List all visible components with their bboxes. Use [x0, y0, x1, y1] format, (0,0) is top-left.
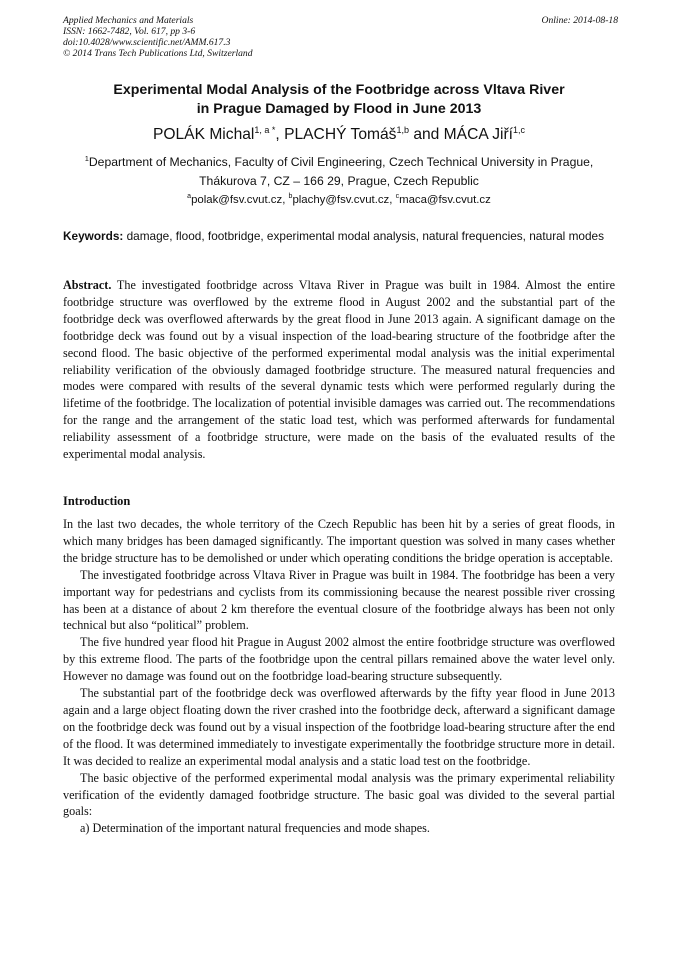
author-name: POLÁK Michal — [152, 126, 255, 143]
author-affiliation-mark: 1, a * — [254, 125, 276, 135]
list-item: a) Determination of the important natural frequencies and mode shapes. — [80, 821, 430, 836]
affiliation-mark: 1 — [84, 154, 89, 163]
paper-title — [63, 81, 615, 119]
introduction-body — [63, 516, 615, 837]
online-date: Online: 2014-08-18 — [541, 15, 618, 26]
introduction-heading: Introduction — [63, 494, 131, 508]
abstract-text: The investigated footbridge across Vltava River in Prague was built in 1984. Almost the entire footbridge structure was overflowed by the extreme flood in August 2002 and the substantial part of the footbridge deck was overflowed afterwards by the great flood in June 2013 again. A significant damage on the footbridge deck was found out by a visual inspection of the load-bearing structure of the footbridge after the second flood. The basic objective of the performed experimental modal analysis was the initial experimental reliability verification of the obviously damaged footbridge structure. The measured natural frequencies and modes were compared with results of the several dynamic tests which were performed regularly during the lifetime of the footbridge. The localization of potential invisible damages was carried out. The recommendations for the range and the arrangement of the static load test, which was performed afterwards for fundamental reliability assessment of a footbridge structure, were made on the basis of the evaluated results of the experimental modal analysis. — [63, 278, 615, 462]
email-address: maca@fsv.cvut.cz — [399, 194, 491, 206]
author-separator: and — [408, 126, 444, 143]
email-mark: a — [187, 193, 192, 200]
journal-name: Applied Mechanics and Materials — [63, 15, 194, 26]
affiliation — [63, 153, 615, 191]
abstract-label: Abstract. — [63, 278, 112, 292]
copyright-line: © 2014 Trans Tech Publications Ltd, Switzerland — [63, 48, 253, 59]
email-address: plachy@fsv.cvut.cz, — [292, 194, 396, 206]
keywords-text: damage, flood, footbridge, experimental modal analysis, natural frequencies, natural modes — [123, 229, 604, 243]
author-emails — [63, 192, 615, 208]
author-affiliation-mark: 1,c — [512, 125, 525, 135]
paragraph: The substantial part of the footbridge deck was overflowed afterwards by the fifty year flood in June 2013 again and a large object floating down the river crashed into the footbridge deck, afterward a significant damage on the footbridge deck was found out by a visual inspection of the footbridge load-bearing structure after the end of the flood. It was determined immediately to investigate experimentally the footbridge structure more in detail. It was decided to realize an experimental modal analysis and a static load test on the footbridge. — [63, 686, 615, 768]
email-address: polak@fsv.cvut.cz, — [191, 194, 289, 206]
abstract — [63, 277, 615, 463]
title-line-1: Experimental Modal Analysis of the Footbridge across Vltava River — [113, 82, 565, 98]
author-name: MÁCA Jiří — [443, 126, 513, 143]
publication-info — [63, 15, 618, 59]
paragraph: The basic objective of the performed experimental modal analysis was the primary experimental reliability verification of the evidently damaged footbridge structure. The basic goal was divided to the several partial goals: — [63, 770, 615, 819]
journal-header — [63, 15, 618, 59]
author-list — [63, 125, 615, 145]
paragraph: The five hundred year flood hit Prague in August 2002 almost the entire footbridge structure was overflowed by this extreme flood. The parts of the footbridge upon the central pillars remained above the water level only. However no damage was found out on the footbridge load-bearing structure subsequently. — [63, 635, 615, 684]
keywords-label: Keywords: — [63, 229, 124, 243]
author-separator: , — [275, 126, 285, 143]
author-affiliation-mark: 1,b — [396, 125, 409, 135]
affiliation-line-2: Thákurova 7, CZ – 166 29, Prague, Czech Republic — [199, 174, 479, 188]
paragraph: In the last two decades, the whole territory of the Czech Republic has been hit by a series of great floods, in which many bridges has been damaged significantly. The important question was solved in many cases whether the bridge structure has to be demolished or under which operating conditions the bridge operation is acceptable. — [63, 517, 615, 565]
keywords — [63, 228, 615, 245]
affiliation-line-1 — [63, 153, 615, 172]
paragraph: The investigated footbridge across Vltava River in Prague was built in 1984. The footbridge has been a very important way for pedestrians and cyclists from its commissioning because the nearest possible river crossing has been at a distance of about 2 km therefore the eventual closure of the footbridge always has been not only technical but also “political” problem. — [63, 567, 615, 633]
affiliation-text: Department of Mechanics, Faculty of Civil Engineering, Czech Technical University in Prague, — [88, 155, 594, 169]
email-mark: c — [395, 193, 400, 200]
email-mark: b — [288, 193, 293, 200]
issn-line: ISSN: 1662-7482, Vol. 617, pp 3-6 — [63, 26, 196, 37]
title-line-2: in Prague Damaged by Flood in June 2013 — [196, 101, 482, 117]
author-name: PLACHÝ Tomáš — [284, 126, 397, 143]
doi-line: doi:10.4028/www.scientific.net/AMM.617.3 — [63, 37, 231, 48]
